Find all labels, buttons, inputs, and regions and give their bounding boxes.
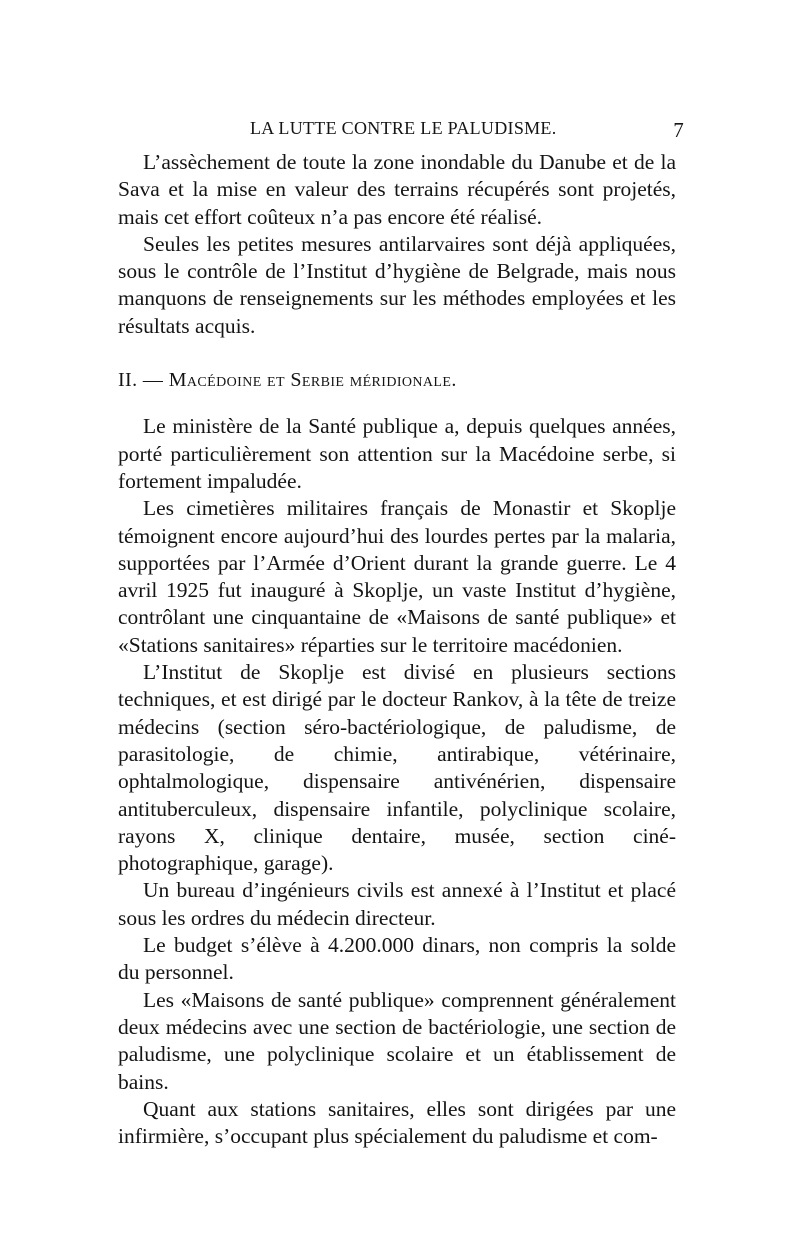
paragraph: L’assèchement de toute la zone inondable du Danube et de la Sava et la mise en valeur des terrains récupérés sont projetés, mais cet effort coûteux n’a pas encore été réalisé. [118,150,676,229]
paragraph: Un bureau d’ingénieurs civils est annexé à l’Institut et placé sous les ordres du médecin directeur. [118,878,676,930]
section-heading [118,367,676,394]
spacer [118,394,676,413]
page-header [118,118,682,144]
page-body [118,149,676,1150]
paragraph: Les cimetières militaires français de Monastir et Skoplje témoignent encore aujourd’hui des lourdes pertes par la malaria, supportées par l’Armée d’Orient durant la grande guerre. Le 4 avril 1925 fut inauguré à Skoplje, un vaste Institut d’hygiène, contrôlant une cinquantaine de «Maisons de santé publique» et «Stations sanitaires» réparties sur le territoire macédonien. [118,496,676,657]
spacer [118,340,676,367]
paragraph: Quant aux stations sanitaires, elles sont dirigées par une infirmière, s’occupant plus spécialement du paludisme et com- [118,1096,676,1149]
paragraph: Seules les petites mesures antilarvaires sont déjà appliquées, sous le contrôle de l’Institut d’hygiène de Belgrade, mais nous manquons de renseignements sur les méthodes employées et les résultats acquis. [118,231,676,338]
paragraph: Les «Maisons de santé publique» comprennent généralement deux médecins avec une section de bactériologie, une section de paludisme, une polyclinique scolaire et un établissement de bains. [118,987,676,1094]
section-number: II. — [118,369,164,392]
paragraph: Le ministère de la Santé publique a, depuis quelques années, porté particulièrement son attention sur la Macédoine serbe, si fortement impaludée. [118,414,676,493]
paragraph: L’Institut de Skoplje est divisé en plusieurs sections techniques, et est dirigé par le docteur Rankov, à la tête de treize médecins (section séro-bactériologique, de paludisme, de parasitologie, de chimie, antirabique, vétérinaire, ophtalmologique, dispensaire antivénérien, dispensaire antituberculeux, dispensaire infantile, polyclinique scolaire, rayons X, clinique dentaire, musée, section ciné-photographique, garage). [118,660,676,876]
section-title: Macédoine et Serbie méridionale. [168,369,457,392]
paragraph: Le budget s’élève à 4.200.000 dinars, non compris la solde du personnel. [118,933,676,985]
running-title: LA LUTTE CONTRE LE PALUDISME. [250,118,557,138]
page-number: 7 [673,118,684,142]
